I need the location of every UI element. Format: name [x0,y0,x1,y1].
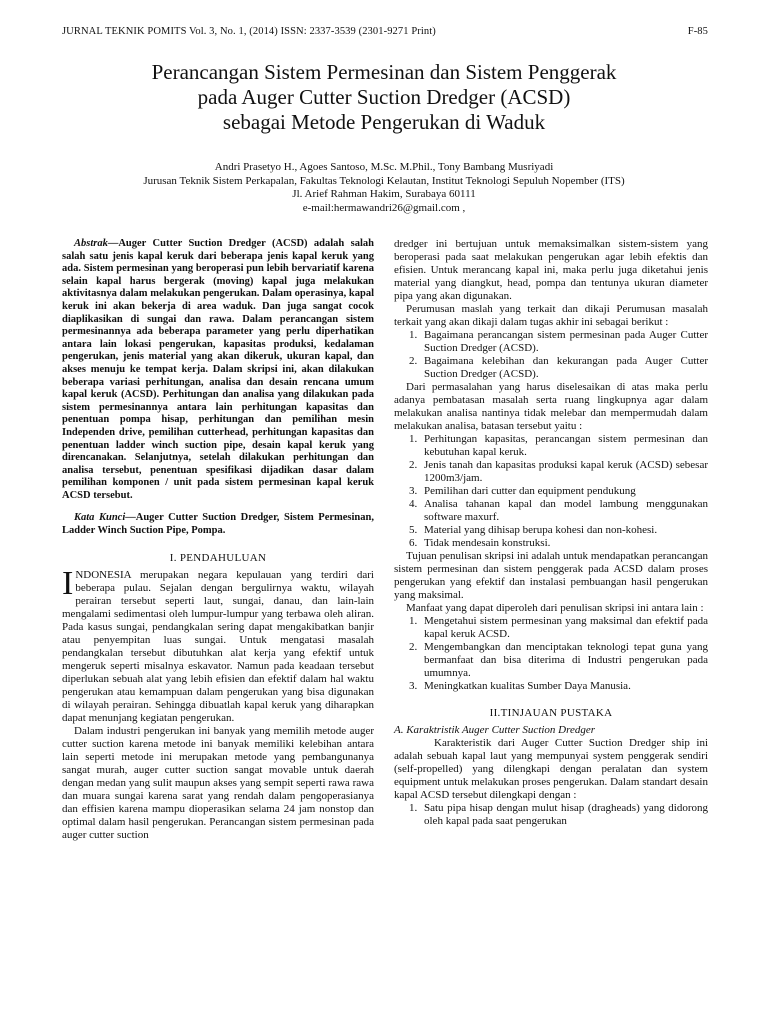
list-item: 5. Material yang dihisap berupa kohesi dan non-kohesi. [420,524,708,537]
abstract-lead: Abstrak [74,238,108,249]
intro-paragraph-1 [62,564,374,725]
abstract-text: —Auger Cutter Suction Dredger (ACSD) adalah salah salah satu jenis kapal keruk dari beberapa jenis kapal keruk yang ada. Sistem permesinan yang beroperasi pun lebih bervariatif karena selain kapal harus bergerak (moving) kapal juga melakukan aktivitasnya dalam melakukan pengerukan. Dalam operasinya, kapal keruk ini akan bekerja di area waduk. Dan juga sangat cocok diaplikasikan di sungai dan rawa. Dalam perancangan sistem permesinannya ada beberapa parameter yang perlu diperhatikan antara lain lokasi pengerukan, kapasitas produksi, kedalaman pengerukan, jenis material yang akan dikeruk, ukuran kapal, dan akses menuju ke tempat kerja. Dalam skripsi ini, akan dilakukan beberapa variasi perhitungan, analisa dan desain rencana umum kapal keruk (ACSD). Perhitungan dan analisa yang dilakukan pada sistem permesinannya antara lain perhitungan kapasitas dan penentuan pompa hisap, perhitungan dan pemilihan mesin Independen drive, pemilihan cutterhead, perhitungan kapasitas dan penentuan ladder winch suction pipe, desain kapal keruk yang direncanakan. Selanjutnya, setelah dilakukan perhitungan dan analisa tersebut, penentuan spesifikasi dijadikan dasar dalam pemilihan komponen / unit pada sistem permesinan kapal keruk ACSD tersebut. [62,238,374,501]
benefit-list [394,615,708,693]
author-names: Andri Prasetyo H., Agoes Santoso, M.Sc. M.Phil., Tony Bambang Musriyadi [214,161,554,173]
journal-info: JURNAL TEKNIK POMITS Vol. 3, No. 1, (2014) ISSN: 2337-3539 (2301-9271 Print) [62,26,436,37]
author-email: e-mail:hermawandri26@gmail.com , [302,201,466,214]
title-line-1: Perancangan Sistem Permesinan dan Sistem Penggerak [151,60,617,84]
keywords-text: —Auger Cutter Suction Dredger, Sistem Permesinan, Ladder Winch Suction Pipe, Pompa. [62,512,374,537]
subsection-heading: A. Karaktristik Auger Cutter Suction Dredger [394,724,596,736]
list-item: 4. Analisa tahanan kapal dan model lambung menggunakan software maxurf. [420,498,708,524]
list-item: 6. Tidak mendesain konstruksi. [420,537,708,550]
left-column [62,238,374,842]
intro-paragraph-6: Tujuan penulisan skripsi ini adalah untuk mendapatkan perancangan sistem permesinan dan sistem penggerak pada ACSD dalam proses pengerukan yang efektif dan instalasi pembuangan hasil pengerukan yang maksimal. [394,550,708,601]
section-heading-introduction: I. PENDAHULUAN [169,551,267,564]
author-block [0,161,768,215]
right-column [394,238,708,828]
equipment-list [394,802,708,828]
author-affiliation: Jurusan Teknik Sistem Perkapalan, Fakultas Teknologi Kelautan, Institut Teknologi Sepuluh Nopember (ITS) [143,174,625,187]
intro-paragraph-4: Perumusan maslah yang terkait dan dikaji Perumusan masalah terkait yang akan dikaji dalam tugas akhir ini sebagai berikut : [394,303,708,328]
abstract [62,238,374,502]
list-item: 1. Perhitungan kapasitas, perancangan sistem permesinan dan kebutuhan kapal keruk. [420,433,708,459]
list-item: 3. Pemilihan dari cutter dan equipment pendukung [420,485,708,498]
list-item: 1. Satu pipa hisap dengan mulut hisap (dragheads) yang didorong oleh kapal pada saat pengerukan [420,802,708,828]
list-item: 3. Meningkatkan kualitas Sumber Daya Manusia. [420,680,708,693]
list-item: 1. Bagaimana perancangan sistem permesinan pada Auger Cutter Suction Dredger (ACSD). [420,329,708,355]
intro-paragraph-7: Manfaat yang dapat diperoleh dari penulisan skripsi ini antara lain : [406,602,704,614]
list-item: 2. Jenis tanah dan kapasitas produksi kapal keruk (ACSD) sebesar 1200m3/jam. [420,459,708,485]
intro-paragraph-2: Dalam industri pengerukan ini banyak yang memilih metode auger cutter suction karena metode ini banyak memiliki kelebihan antara lain seperti metode ini merupakan metode yang pembangunanya sangat murah, auger cutter suction sangat movable untuk daerah dengan medan yang sulit maupun akses yang sempit seperti rawa rawa dan muara sungai karena sarat yang rendah dalam pengoperasianya dan effisien karena mampu dioperasikan selama 24 jam nonstop dan optimal dalam hasil pengerukan. Perancangan sistem permesinan pada auger cutter suction [62,724,374,841]
list-item: 2. Mengembangkan dan menciptakan teknologi tepat guna yang bermanfaat dan bisa diterima di Industri pengerukan pada umumnya. [420,641,708,680]
author-address: Jl. Arief Rahman Hakim, Surabaya 60111 [292,188,476,200]
title-line-3: sebagai Metode Pengerukan di Waduk [222,110,546,134]
section-heading-literature: II.TINJAUAN PUSTAKA [489,707,613,719]
intro-paragraph-3: dredger ini bertujuan untuk memaksimalkan sistem-sistem yang beroperasi pada saat melakukan pengerukan agar lebih efektis dan efisien. Untuk merancang kapal ini, maka perlu juga diketahui jenis material yang diangkut, head, pompa dan tentunya ukuran diameter pipa yang akan digunakan. [394,238,708,302]
intro-paragraph-1-text: NDONESIA merupakan negara kepulauan yang terdiri dari beberapa pulau. Sejalan dengan bergulirnya waktu, wilayah perairan tersebut seperti laut, sungai, danau, dan lain-lain mengalami sedimentasi oleh lumpur-lumpur yang terbawa oleh aliran. Pada kasus sungai, pendangkalan sering dapat mengakibatkan banjir atau penyempitan luas sungai. Untuk mengatasi masalah pendangkalan tersebut dibutuhkan alat kerja yang efektif untuk mengeruk seperti misalnya eskavator. Namun pada keadaan tersebut diperlukan sebuah alat yang lebih efisien dan efektif dalam hal waktu pengerukan atau kemampuan dalam pengerukan yang bisa digunakan di wilayah perairan. Sehingga dibuatlah kapal keruk yang diharapkan dapat menunjang kegiatan pengerukan. [62,568,374,724]
keywords [62,512,374,537]
literature-paragraph-1: Karakteristik dari Auger Cutter Suction Dredger ship ini adalah sebuah kapal laut yang mempunyai system penggerak sendiri (self-propelled) yang dilengkapi dengan peralatan dan system equipment untuk melakukan proses pengerukan. Dalam standart desain kapal ACSD tersebut dilengkapi dengan : [394,737,708,801]
scope-list [394,433,708,550]
drop-cap: I [62,564,74,602]
title-line-2: pada Auger Cutter Suction Dredger (ACSD) [197,85,571,109]
keywords-lead: Kata Kunci [74,512,126,524]
problem-list [394,329,708,381]
running-header [62,26,708,37]
page-number: F-85 [687,26,708,37]
intro-paragraph-5: Dari permasalahan yang harus diselesaikan di atas maka perlu adanya pembatasan masalah serta ruang lingkupnya agar dalam melakukan analisa nantinya tidak melebar dan mempermudah dalam melakukan analisa, batasan tersebut yaitu : [394,381,708,432]
paper-title [0,60,768,135]
list-item: 1. Mengetahui sistem permesinan yang maksimal dan efektif pada kapal keruk ACSD. [420,615,708,641]
list-item: 2. Bagaimana kelebihan dan kekurangan pada Auger Cutter Suction Dredger (ACSD). [420,355,708,381]
